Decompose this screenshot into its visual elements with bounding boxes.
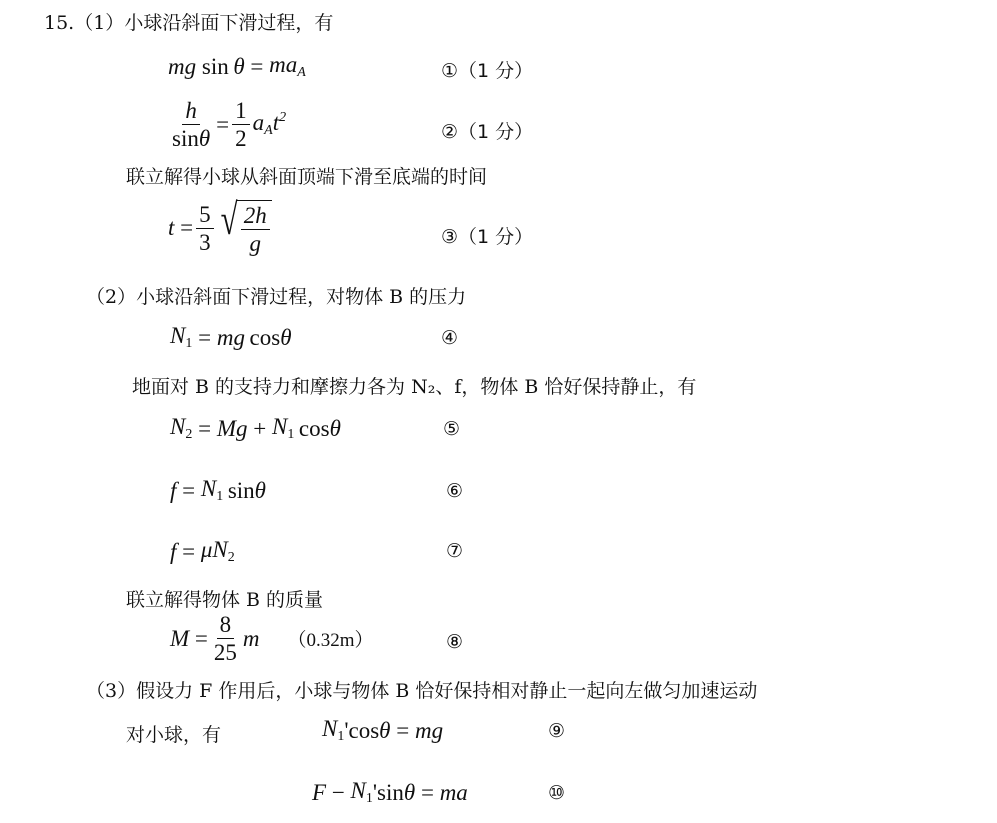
equation-10-marker: ⑩ [548, 782, 566, 804]
part2-intro: 小球沿斜面下滑过程，对物体 B 的压力 [136, 286, 467, 308]
part3-intro: 假设力 F 作用后，小球与物体 B 恰好保持相对静止一起向左做匀加速运动 [136, 680, 758, 702]
equation-10: F − $N_1$ 'sin θ = ma [312, 778, 468, 806]
part3-ball-text: 对小球，有 [126, 724, 222, 746]
equation-4: $N_1$ = mg cos θ [170, 323, 292, 351]
problem-number: 15. [44, 12, 75, 34]
equation-8: M = $\frac{8}{25}$ m （0.32m） [170, 612, 374, 666]
equation-2: $\frac{h}{\sin\theta}$ = $\frac{1}{2}$ $a_At^2$ [172, 98, 287, 152]
equation-9-marker: ⑨ [548, 720, 566, 742]
part1-label: （1） [74, 12, 125, 34]
equation-6: f = $N_1$ sin θ [170, 476, 266, 504]
equation-1-score: （1 分） [458, 60, 534, 82]
equation-4-marker: ④ [441, 327, 459, 349]
equation-1-marker: ①（1 分） [441, 60, 534, 82]
part2-heading [86, 282, 466, 309]
problem-heading [44, 8, 333, 35]
equation-2-score: （1 分） [458, 121, 534, 143]
equation-7: f = $\mu N_2$ [170, 537, 235, 565]
part2-between-text: 地面对 B 的支持力和摩擦力各为 N₂、f，物体 B 恰好保持静止，有 [132, 376, 697, 398]
part1-between-text: 联立解得小球从斜面顶端下滑至底端的时间 [126, 166, 488, 188]
equation-9: $N_1$ 'cos θ = mg [322, 716, 444, 744]
equation-3-marker: ③（1 分） [441, 226, 534, 248]
equation-8-note: （0.32m） [287, 630, 374, 652]
equation-8-marker: ⑧ [446, 631, 464, 653]
equation-6-marker: ⑥ [446, 480, 464, 502]
equation-1: mg sin θ = $ma_A$ [168, 52, 306, 80]
equation-3-score: （1 分） [458, 226, 534, 248]
equation-5-marker: ⑤ [443, 418, 461, 440]
part1-intro: 小球沿斜面下滑过程，有 [124, 12, 334, 34]
equation-2-marker: ②（1 分） [441, 121, 534, 143]
equation-7-marker: ⑦ [446, 540, 464, 562]
part3-heading [86, 676, 757, 703]
equation-5: $N_2$ = Mg + $N_1$ cos θ [170, 414, 341, 442]
part2-label: （2） [86, 286, 137, 308]
equation-3: t = $\frac{5}{3}$ √ $\frac{2h}{g}$ [168, 200, 272, 257]
part2-conclusion-text: 联立解得物体 B 的质量 [126, 589, 324, 611]
part3-label: （3） [86, 680, 137, 702]
